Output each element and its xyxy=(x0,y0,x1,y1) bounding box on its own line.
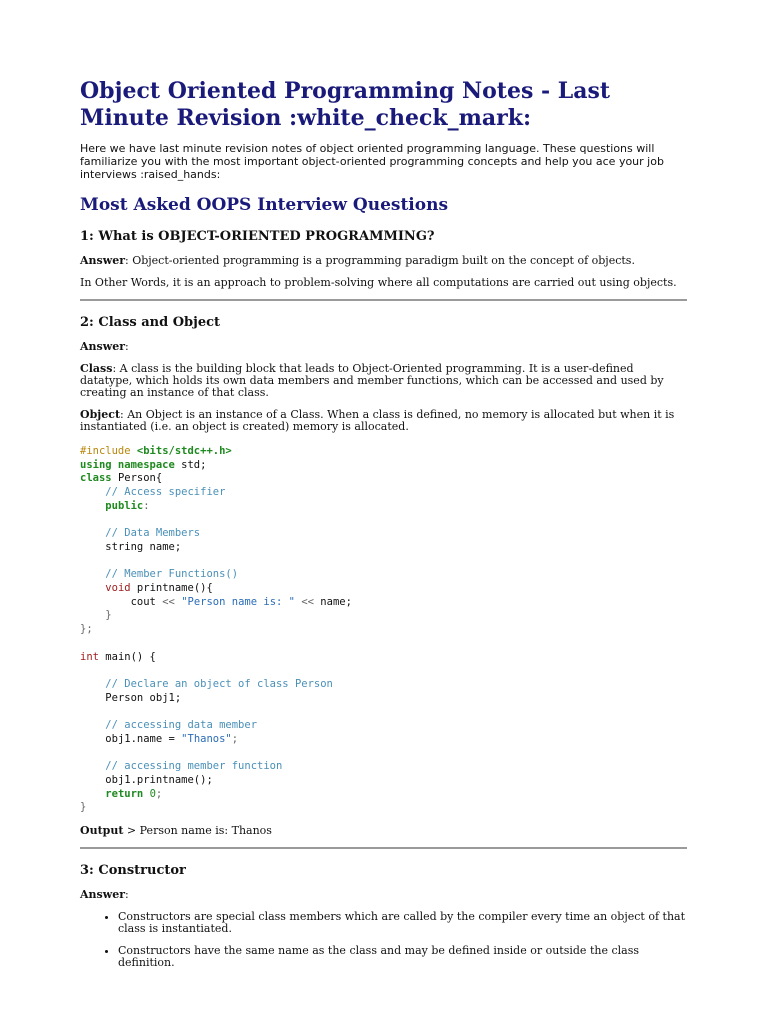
answer-label: Answer xyxy=(80,887,125,901)
code-block xyxy=(80,445,687,815)
object-label: Object xyxy=(80,408,121,421)
code-token: << xyxy=(162,595,175,608)
output-label: Output xyxy=(80,823,124,837)
code-token: << xyxy=(301,595,314,608)
question-3-answer xyxy=(80,889,687,901)
document-page xyxy=(80,78,687,979)
code-token: cout xyxy=(130,595,156,608)
list-item: • Constructors are special class members which are called by the compiler every time an object of that class is instantiated. xyxy=(118,911,687,935)
answer-label: Answer xyxy=(80,254,125,267)
code-token: } xyxy=(105,609,112,622)
question-1-title: 1: What is OBJECT-ORIENTED PROGRAMMING? xyxy=(80,229,435,244)
divider xyxy=(80,299,687,301)
code-token: int xyxy=(80,650,99,663)
code-token: } xyxy=(80,801,87,814)
output-line xyxy=(80,825,687,837)
object-text: : An Object is an instance of a Class. When a class is defined, no memory is allocated but when it is instantiated (i.e. an object is created) memory is allocated. xyxy=(80,408,675,433)
code-token: using namespace xyxy=(80,458,175,471)
question-3-title: 3: Constructor xyxy=(80,862,186,878)
page-title: Object Oriented Programming Notes - Last Minute Revision :white_check_mark: xyxy=(80,78,611,131)
code-string: "Person name is: " xyxy=(181,595,295,608)
code-comment: // accessing data member xyxy=(105,719,258,732)
intro-paragraph: Here we have last minute revision notes of object oriented programming language. These questions will familiarize you with the most important object-oriented programming concepts and help you ace your job interviews :raised_hands: xyxy=(80,142,664,181)
code-token: void xyxy=(105,582,131,595)
code-token: string name; xyxy=(105,540,182,553)
code-comment: // Data Members xyxy=(105,527,201,540)
code-token: return xyxy=(105,787,144,800)
code-token: public xyxy=(105,499,144,512)
section-title: Most Asked OOPS Interview Questions xyxy=(80,195,449,215)
answer-colon: : xyxy=(125,887,129,901)
code-token: 0 xyxy=(149,787,156,800)
code-token: : xyxy=(143,499,150,512)
class-definition xyxy=(80,363,687,399)
answer-colon: : xyxy=(125,340,129,353)
code-token: }; xyxy=(80,623,93,636)
code-token: <bits/stdc++.h> xyxy=(136,445,232,457)
question-2-answer xyxy=(80,341,687,353)
code-token: printname(){ xyxy=(136,582,213,595)
code-token: Person obj1; xyxy=(105,691,182,704)
question-1-other-words: In Other Words, it is an approach to problem-solving where all computations are carried out using objects. xyxy=(80,276,677,289)
code-token: obj1.name = xyxy=(105,732,175,745)
code-comment: // Declare an object of class Person xyxy=(105,677,333,690)
class-label: Class xyxy=(80,362,113,375)
class-text: : A class is the building block that leads to Object-Oriented programming. It is a user-defined datatype, which holds its own data members and member functions, which can be accessed and used by creating an instance of that class. xyxy=(80,362,664,399)
code-token: name; xyxy=(320,595,352,608)
answer-label: Answer xyxy=(80,340,125,353)
code-comment: // Member Functions() xyxy=(105,568,239,581)
divider xyxy=(80,847,687,849)
code-token: main() { xyxy=(105,650,156,663)
list-item: • Constructors have the same name as the class and may be defined inside or outside the class definition. xyxy=(118,945,687,969)
question-1-answer xyxy=(80,255,687,267)
answer-text: : Object-oriented programming is a programming paradigm built on the concept of objects. xyxy=(125,254,635,267)
object-definition xyxy=(80,409,687,433)
code-token: ; xyxy=(155,787,163,800)
code-token: Person{ xyxy=(117,472,163,485)
code-comment: // Access specifier xyxy=(105,486,226,499)
code-token: #include xyxy=(80,445,131,457)
code-comment: // accessing member function xyxy=(105,760,283,773)
code-token: class xyxy=(80,472,112,485)
question-2-title: 2: Class and Object xyxy=(80,315,221,330)
output-text: > Person name is: Thanos xyxy=(123,823,272,837)
code-token: ; xyxy=(231,732,239,745)
code-string: "Thanos" xyxy=(181,732,232,745)
code-token: obj1.printname(); xyxy=(105,773,213,786)
code-token: std; xyxy=(181,458,207,471)
constructor-bullets xyxy=(80,911,687,969)
